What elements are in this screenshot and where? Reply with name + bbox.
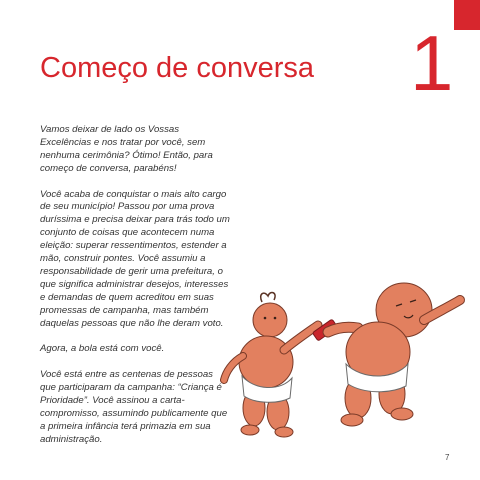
page-title: Começo de conversa xyxy=(40,52,315,84)
paragraph-4: Você está entre as centenas de pessoas que participaram da campanha: “Criança é Prioridade”. Você assinou a carta-compromisso, assumindo publicamente que a primeira infância terá primazia em sua administração. xyxy=(40,369,228,445)
paragraph-3: Agora, a bola está com você. xyxy=(40,343,165,355)
babies-illustration xyxy=(218,280,468,445)
chapter-number: 1 xyxy=(410,19,452,107)
page-number: 7 xyxy=(445,453,450,462)
paragraph-2: Você acaba de conquistar o mais alto cargo de seu município! Passou por uma prova duríssima e precisa deixar para trás todo um conjunto de coisas que acontecem numa eleição: superar ressentimentos, estender a mão, construir pontes. Você assumiu a responsabilidade de gerir uma prefeitura, o que significa administrar desejos, interesses e demandas de quem acreditou em suas promessas de campanha, mas também daquelas pessoas que não lhe deram voto. xyxy=(40,188,230,329)
body-text xyxy=(40,124,230,460)
corner-tab xyxy=(454,0,480,30)
big-baby xyxy=(328,283,460,426)
paragraph-1: Vamos deixar de lado os Vossas Excelências e nos tratar por você, sem nenhuma cerimônia? Ótimo! Então, para começo de conversa, parabéns! xyxy=(40,124,213,174)
small-baby xyxy=(224,293,318,437)
